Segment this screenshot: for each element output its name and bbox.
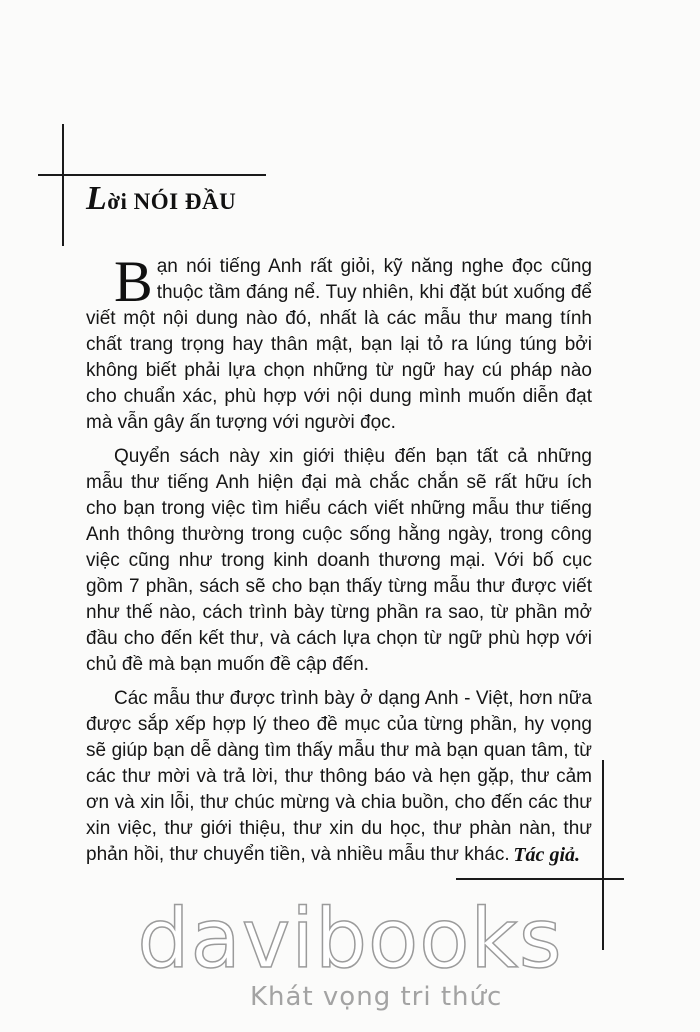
paragraph-1-text: ạn nói tiếng Anh rất giỏi, kỹ năng nghe đọc cũng thuộc tầm đáng nể. Tuy nhiên, khi đặt bút xuống để viết một nội dung nào đó, nhất là các mẫu thư mang tính chất trang trọng hay thân mật, bạn lại tỏ ra lúng túng bởi không biết phải lựa chọn những từ ngữ hay cú pháp nào cho chuẩn xác, phù hợp với nội dung mình muốn diễn đạt mà vẫn gây ấn tượng với người đọc. <box>86 256 592 433</box>
preface-body <box>86 249 592 876</box>
page-title <box>86 180 236 218</box>
bottom-right-horizontal-rule <box>456 878 624 880</box>
paragraph-1 <box>86 249 592 436</box>
watermark-brand: davibooks <box>137 892 563 987</box>
title-text: ời NÓI ĐẦU <box>107 189 237 214</box>
top-left-vertical-rule <box>62 124 64 246</box>
drop-cap: B <box>114 249 153 314</box>
paragraph-3: Các mẫu thư được trình bày ở dạng Anh - Việt, hơn nữa được sắp xếp hợp lý theo đề mục của từng phần, hy vọng sẽ giúp bạn dễ dàng tìm thấy mẫu thư mà bạn quan tâm, từ các thư mời và trả lời, thư thông báo và hẹn gặp, thư cảm ơn và xin lỗi, thư chúc mừng và chia buồn, cho đến các thư xin việc, thư giới thiệu, thư xin du học, thư phàn nàn, thư phản hồi, thư chuyển tiền, và nhiều mẫu thư khác. <box>86 688 592 865</box>
watermark-tagline: Khát vọng tri thức <box>250 982 503 1012</box>
top-left-horizontal-rule <box>38 174 266 176</box>
author-signature: Tác giả. <box>513 844 580 866</box>
paragraph-2: Quyển sách này xin giới thiệu đến bạn tất cả những mẫu thư tiếng Anh hiện đại mà chắc chắn sẽ rất hữu ích cho bạn trong việc tìm hiểu cách viết những mẫu thư tiếng Anh thông thường trong cuộc sống hằng ngày, trong công việc cũng như trong kinh doanh thương mại. Với bố cục gồm 7 phần, sách sẽ cho bạn thấy từng mẫu thư được viết như thế nào, cách trình bày từng phần ra sao, từ phần mở đầu cho đến kết thư, và cách lựa chọn từ ngữ phù hợp với chủ đề mà bạn muốn đề cập đến. <box>86 446 592 675</box>
title-initial: L <box>86 180 108 217</box>
